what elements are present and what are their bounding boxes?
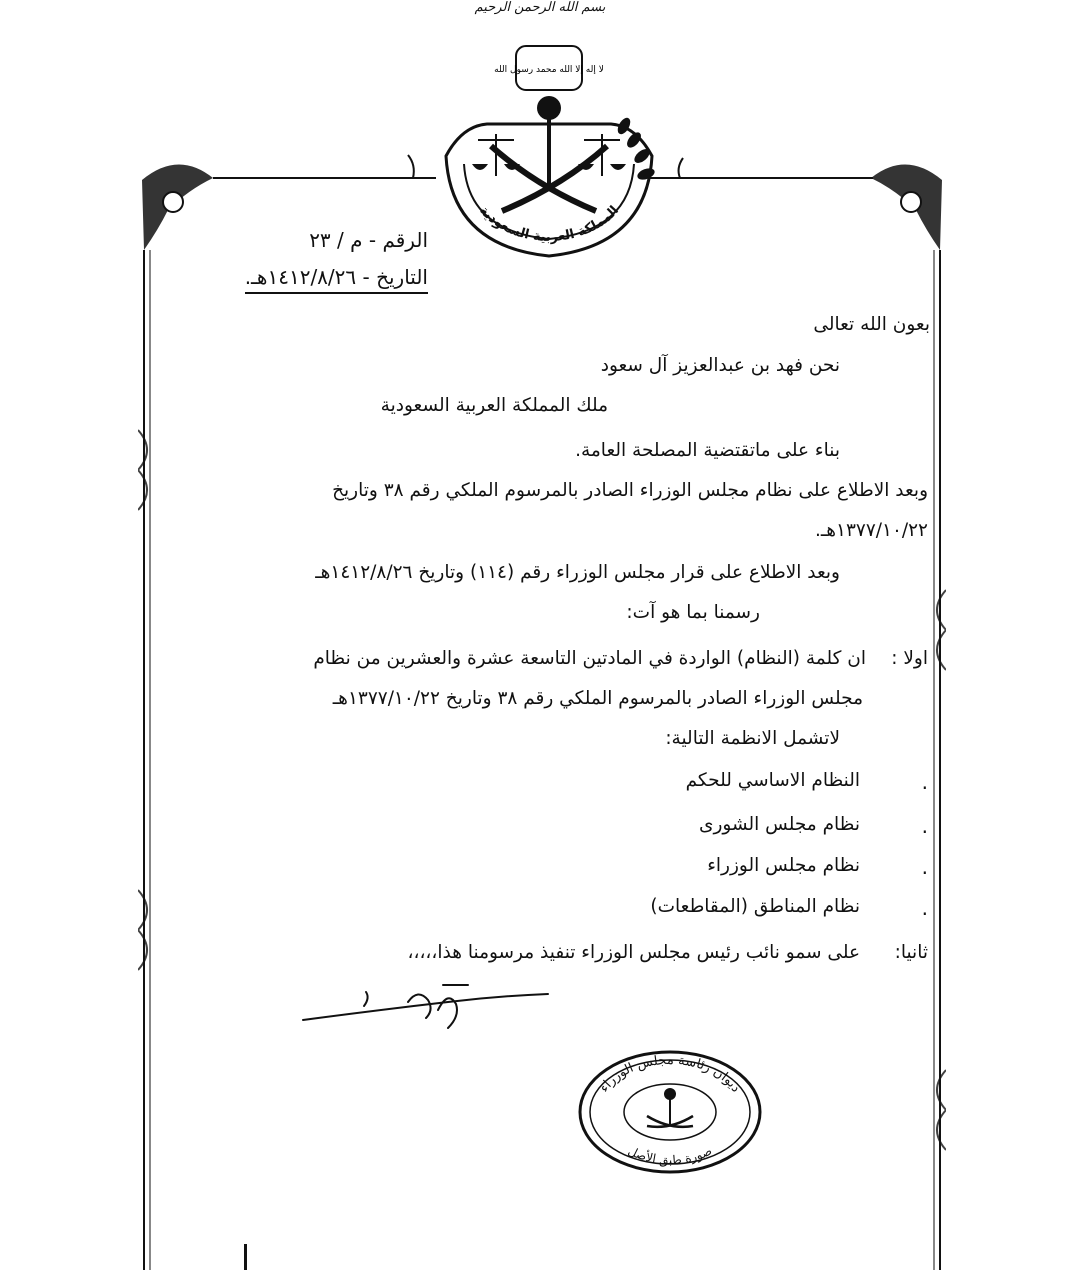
list-item: نظام مجلس الشورى	[699, 814, 860, 835]
preamble-council-resolution: وبعد الاطلاع على قرار مجلس الوزراء رقم (١١٤) وتاريخ ١٤١٢/٨/٢٦هـ	[315, 562, 840, 583]
list-item: النظام الاساسي للحكم	[685, 770, 860, 791]
opening-invocation: بعون الله تعالى	[813, 314, 930, 335]
seal-outer-text: ديوان رئاسة مجلس الوزراء	[596, 1052, 744, 1096]
corner-ornament-top-left	[142, 164, 213, 250]
council-seal-stamp	[575, 1048, 765, 1176]
article-second-label: ثانيا:	[894, 942, 928, 963]
decree-line: رسمنا بما هو آت:	[626, 602, 760, 623]
basmala: بسم الله الرحمن الرحيم	[474, 0, 606, 15]
preamble-public-interest: بناء على ماتقتضية المصلحة العامة.	[575, 440, 840, 461]
list-bullet: .	[921, 896, 928, 920]
list-bullet: .	[921, 814, 928, 838]
list-bullet: .	[921, 770, 928, 794]
issuer-title: ملك المملكة العربية السعودية	[380, 395, 608, 416]
article-first-label: اولا :	[891, 648, 928, 669]
list-item: نظام مجلس الوزراء	[707, 855, 860, 876]
page-edge-mark	[244, 1244, 247, 1270]
preamble-council-system-date: ١٣٧٧/١٠/٢٢هـ.	[814, 520, 928, 541]
article-first-text: مجلس الوزراء الصادر بالمرسوم الملكي رقم ٣٨ وتاريخ ١٣٧٧/١٠/٢٢هـ	[332, 688, 863, 709]
emblem-shahada: لا إله إلا الله محمد رسول الله	[494, 65, 604, 75]
article-second-text: على سمو نائب رئيس مجلس الوزراء تنفيذ مرسومنا هذا،،،،،	[407, 942, 860, 963]
list-bullet: .	[921, 855, 928, 879]
svg-text:صورة طبق الأصل	[626, 1143, 714, 1168]
list-item: نظام المناطق (المقاطعات)	[650, 896, 860, 917]
article-first-text: ان كلمة (النظام) الواردة في المادتين التاسعة عشرة والعشرين من نظام	[313, 648, 866, 669]
handwritten-signature	[298, 980, 558, 1040]
issuer-name: نحن فهد بن عبدالعزيز آل سعود	[600, 355, 840, 376]
seal-inner-text: صورة طبق الأصل	[625, 1143, 715, 1168]
emblem-text: المملكة العربية السعودية	[476, 203, 623, 245]
reference-date: التاريخ - ١٤١٢/٨/٢٦هـ.	[245, 265, 428, 294]
corner-ornament-top-right	[871, 164, 942, 250]
reference-number: الرقم - م / ٢٣	[309, 228, 428, 252]
article-first-text: لاتشمل الانظمة التالية:	[665, 728, 840, 749]
preamble-council-system: وبعد الاطلاع على نظام مجلس الوزراء الصادر بالمرسوم الملكي رقم ٣٨ وتاريخ	[332, 480, 928, 501]
